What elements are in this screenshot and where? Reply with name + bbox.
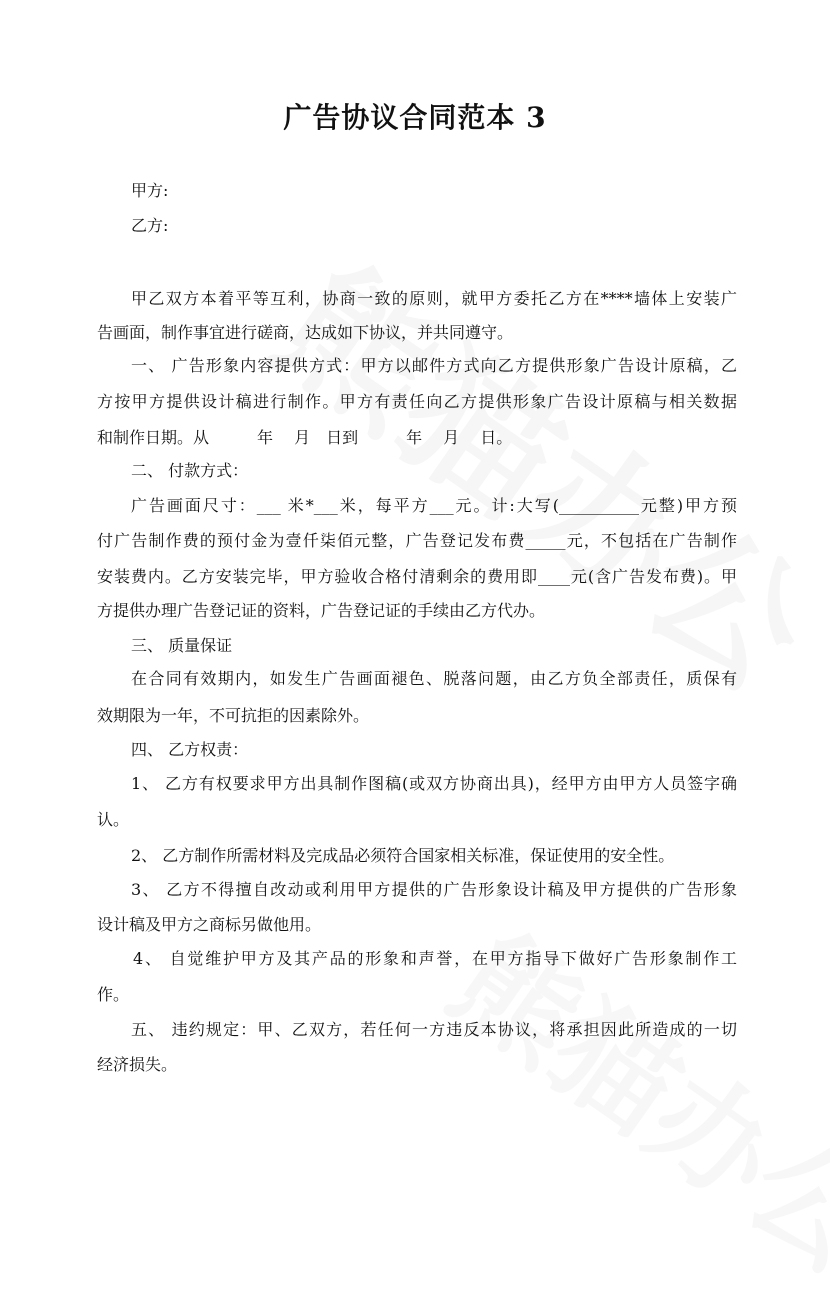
document-title: 广告协议合同范本 3 xyxy=(283,101,547,134)
clause-4-item-1-line-2: 认。 xyxy=(97,810,130,829)
clause-2-line-1: 广告画面尺寸：___ 米*___米，每平方___元。计:大写(__________元整)甲方预 xyxy=(131,496,737,515)
preamble-line-1: 甲乙双方本着平等互利，协商一致的原则，就甲方委托乙方在****墙体上安装广 xyxy=(131,289,737,308)
party-b-label: 乙方: xyxy=(131,216,169,235)
clause-5-line-1: 五、 违约规定：甲、乙双方，若任何一方违反本协议，将承担因此所造成的一切 xyxy=(131,1020,737,1039)
clause-4-item-3-line-2: 设计稿及甲方之商标另做他用。 xyxy=(97,915,322,934)
clause-2-heading: 二、 付款方式： xyxy=(131,461,249,480)
clause-2-line-3: 安装费内。乙方安装完毕，甲方验收合格付清剩余的费用即____元(含广告发布费)。甲 xyxy=(97,567,737,586)
preamble-line-2: 告画面，制作事宜进行磋商，达成如下协议，并共同遵守。 xyxy=(97,323,514,342)
clause-2-line-4: 方提供办理广告登记证的资料，广告登记证的手续由乙方代办。 xyxy=(97,601,546,620)
clause-4-heading: 四、 乙方权责： xyxy=(131,740,249,759)
clause-3-line-1: 在合同有效期内，如发生广告画面褪色、脱落问题，由乙方负全部责任，质保有 xyxy=(131,669,737,688)
clause-5-line-2: 经济损失。 xyxy=(97,1055,178,1074)
clause-4-item-2: 2、 乙方制作所需材料及完成品必须符合国家相关标准，保证使用的安全性。 xyxy=(131,846,675,865)
party-a-label: 甲方: xyxy=(131,181,169,200)
clause-1-line-2: 方按甲方提供设计稿进行制作。甲方有责任向乙方提供形象广告设计原稿与相关数据 xyxy=(97,392,737,411)
clause-3-line-2: 效期限为一年，不可抗拒的因素除外。 xyxy=(97,706,370,725)
clause-4-item-4-line-2: 作。 xyxy=(97,985,130,1004)
clause-1-line-3: 和制作日期。从 年 月 日到 年 月 日。 xyxy=(97,428,513,447)
clause-2-line-2: 付广告制作费的预付金为壹仟柒佰元整，广告登记发布费_____元，不包括在广告制作 xyxy=(97,531,737,550)
clause-1-line-1: 一、 广告形象内容提供方式：甲方以邮件方式向乙方提供形象广告设计原稿，乙 xyxy=(131,356,737,375)
clause-4-item-4-line-1: 4、 自觉维护甲方及其产品的形象和声誉，在甲方指导下做好广告形象制作工 xyxy=(133,949,737,968)
clause-4-item-3-line-1: 3、 乙方不得擅自改动或利用甲方提供的广告形象设计稿及甲方提供的广告形象 xyxy=(131,880,737,899)
clause-4-item-1-line-1: 1、 乙方有权要求甲方出具制作图稿(或双方协商出具)，经甲方由甲方人员签字确 xyxy=(131,774,737,793)
clause-3-heading: 三、 质量保证 xyxy=(131,636,233,655)
